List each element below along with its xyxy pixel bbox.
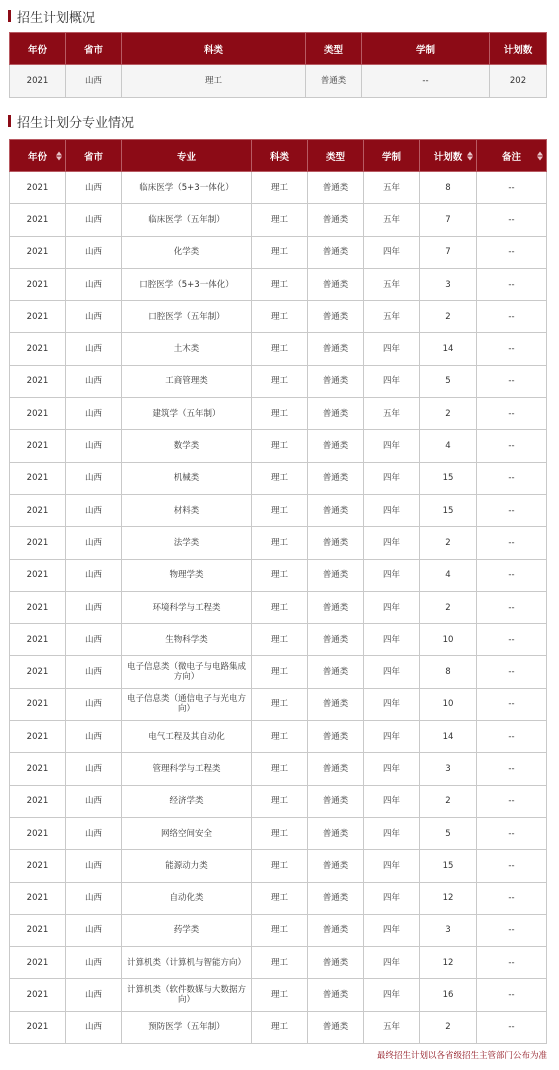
table-cell: 山西 — [66, 688, 122, 720]
column-header[interactable] — [10, 140, 66, 172]
table-cell: 2021 — [10, 333, 66, 365]
table-cell: 计算机类（计算机与智能方向） — [122, 947, 252, 979]
table-row — [10, 591, 547, 623]
table-cell: 2021 — [10, 430, 66, 462]
table-cell: 3 — [420, 268, 477, 300]
table-cell: 2021 — [10, 268, 66, 300]
table-cell: 四年 — [364, 721, 420, 753]
table-cell: 理工 — [252, 462, 308, 494]
sort-icon[interactable] — [537, 151, 543, 160]
table-cell: 四年 — [364, 236, 420, 268]
table-cell: 电子信息类（微电子与电路集成方向） — [122, 656, 252, 688]
table-cell: 理工 — [252, 947, 308, 979]
table-cell: 五年 — [364, 204, 420, 236]
table-cell: 四年 — [364, 462, 420, 494]
table-cell: 四年 — [364, 527, 420, 559]
table-cell: 四年 — [364, 947, 420, 979]
table-cell: 理工 — [122, 65, 306, 98]
table-cell: 2021 — [10, 65, 66, 98]
table-row — [10, 494, 547, 526]
table-cell: -- — [477, 559, 547, 591]
table-cell: 经济学类 — [122, 785, 252, 817]
table-cell: 10 — [420, 688, 477, 720]
column-header-label: 学制 — [381, 151, 401, 163]
table-cell: 理工 — [252, 204, 308, 236]
table-cell: 山西 — [66, 398, 122, 430]
table-cell: 普通类 — [308, 301, 364, 333]
table-cell: 普通类 — [308, 494, 364, 526]
table-cell: 理工 — [252, 882, 308, 914]
column-header: 计划数 — [490, 33, 547, 65]
table-cell: 理工 — [252, 656, 308, 688]
column-header[interactable] — [420, 140, 477, 172]
table-cell: 环境科学与工程类 — [122, 591, 252, 623]
table-cell: 2021 — [10, 817, 66, 849]
table-cell: -- — [477, 785, 547, 817]
table-row — [10, 721, 547, 753]
table-row — [10, 914, 547, 946]
table-cell: 理工 — [252, 1011, 308, 1043]
table-cell: 山西 — [66, 204, 122, 236]
table-cell: -- — [477, 236, 547, 268]
table-cell: 2021 — [10, 204, 66, 236]
table-row — [10, 236, 547, 268]
table-cell: 理工 — [252, 268, 308, 300]
table-cell: 理工 — [252, 333, 308, 365]
section-title-majors — [8, 111, 134, 131]
table-cell: 山西 — [66, 268, 122, 300]
major-plan-table — [9, 139, 547, 1044]
sort-icon[interactable] — [56, 151, 62, 160]
table-cell: 4 — [420, 559, 477, 591]
table-row — [10, 365, 547, 397]
table-cell: -- — [477, 817, 547, 849]
table-row — [10, 947, 547, 979]
table-cell: 普通类 — [308, 204, 364, 236]
table-cell: 2 — [420, 591, 477, 623]
table-cell: 普通类 — [308, 365, 364, 397]
table-cell: -- — [477, 398, 547, 430]
table-cell: 临床医学（5+3一体化） — [122, 172, 252, 204]
column-header[interactable] — [477, 140, 547, 172]
table-row — [10, 979, 547, 1011]
table-cell: 山西 — [66, 333, 122, 365]
table-cell: 理工 — [252, 301, 308, 333]
table-row — [10, 624, 547, 656]
table-cell: 五年 — [364, 1011, 420, 1043]
table-cell: 普通类 — [308, 721, 364, 753]
table-cell: -- — [477, 462, 547, 494]
table-cell: 四年 — [364, 914, 420, 946]
table-cell: 四年 — [364, 624, 420, 656]
table-cell: -- — [477, 204, 547, 236]
table-cell: 理工 — [252, 624, 308, 656]
table-row — [10, 430, 547, 462]
column-header: 学制 — [362, 33, 490, 65]
table-cell: 山西 — [66, 559, 122, 591]
table-cell: -- — [477, 430, 547, 462]
table-cell: 山西 — [66, 65, 122, 98]
table-cell: 202 — [490, 65, 547, 98]
table-cell: 8 — [420, 172, 477, 204]
table-cell: 普通类 — [308, 430, 364, 462]
table-cell: 3 — [420, 914, 477, 946]
table-cell: 2021 — [10, 301, 66, 333]
table-cell: 理工 — [252, 591, 308, 623]
section-title-text: 招生计划分专业情况 — [17, 115, 135, 131]
table-row — [10, 301, 547, 333]
table-cell: 4 — [420, 430, 477, 462]
column-header-label: 备注 — [501, 151, 521, 163]
table-cell: 四年 — [364, 333, 420, 365]
table-cell: 工商管理类 — [122, 365, 252, 397]
table-cell: 5 — [420, 365, 477, 397]
table-cell: 山西 — [66, 624, 122, 656]
section-title-overview — [8, 6, 95, 26]
table-cell: 理工 — [252, 365, 308, 397]
column-header — [252, 140, 308, 172]
table-cell: 材料类 — [122, 494, 252, 526]
table-cell: 2 — [420, 1011, 477, 1043]
column-header — [308, 140, 364, 172]
table-cell: 16 — [420, 979, 477, 1011]
table-cell: 理工 — [252, 688, 308, 720]
table-cell: -- — [477, 914, 547, 946]
column-header-label: 类型 — [325, 151, 345, 163]
table-cell: 普通类 — [308, 462, 364, 494]
table-cell: -- — [477, 979, 547, 1011]
table-row — [10, 204, 547, 236]
table-cell: 理工 — [252, 979, 308, 1011]
table-cell: 普通类 — [308, 817, 364, 849]
table-cell: 法学类 — [122, 527, 252, 559]
table-cell: 四年 — [364, 494, 420, 526]
table-cell: 管理科学与工程类 — [122, 753, 252, 785]
table-cell: 四年 — [364, 785, 420, 817]
table-cell: 普通类 — [308, 624, 364, 656]
table-cell: 四年 — [364, 850, 420, 882]
table-cell: -- — [477, 753, 547, 785]
table-header-row — [10, 140, 547, 172]
table-cell: 化学类 — [122, 236, 252, 268]
table-cell: -- — [477, 1011, 547, 1043]
table-cell: 山西 — [66, 172, 122, 204]
table-cell: -- — [477, 268, 547, 300]
table-cell: 建筑学（五年制） — [122, 398, 252, 430]
table-cell: 普通类 — [308, 882, 364, 914]
table-cell: 机械类 — [122, 462, 252, 494]
table-cell: 五年 — [364, 268, 420, 300]
table-cell: 四年 — [364, 559, 420, 591]
table-cell: 普通类 — [308, 268, 364, 300]
table-cell: 生物科学类 — [122, 624, 252, 656]
table-cell: 2021 — [10, 947, 66, 979]
table-row — [10, 656, 547, 688]
table-cell: 2021 — [10, 721, 66, 753]
table-cell: 理工 — [252, 914, 308, 946]
table-cell: -- — [362, 65, 490, 98]
table-cell: 普通类 — [308, 591, 364, 623]
table-cell: 普通类 — [308, 236, 364, 268]
table-cell: 山西 — [66, 882, 122, 914]
table-cell: 2021 — [10, 850, 66, 882]
table-cell: 山西 — [66, 430, 122, 462]
table-cell: -- — [477, 721, 547, 753]
table-cell: 2021 — [10, 591, 66, 623]
table-cell: 2021 — [10, 494, 66, 526]
table-row — [10, 688, 547, 720]
table-cell: 14 — [420, 721, 477, 753]
table-row — [10, 1011, 547, 1043]
table-cell: 2021 — [10, 462, 66, 494]
table-cell: 普通类 — [308, 947, 364, 979]
table-cell: 普通类 — [308, 688, 364, 720]
table-row — [10, 753, 547, 785]
table-cell: 五年 — [364, 301, 420, 333]
table-cell: 五年 — [364, 398, 420, 430]
column-header — [122, 140, 252, 172]
table-cell: 理工 — [252, 527, 308, 559]
column-header: 类型 — [306, 33, 362, 65]
table-cell: 预防医学（五年制） — [122, 1011, 252, 1043]
table-cell: 14 — [420, 333, 477, 365]
table-cell: 普通类 — [308, 559, 364, 591]
table-cell: 2021 — [10, 236, 66, 268]
table-cell: -- — [477, 365, 547, 397]
column-header — [66, 140, 122, 172]
table-row — [10, 882, 547, 914]
table-cell: 四年 — [364, 591, 420, 623]
table-cell: 土木类 — [122, 333, 252, 365]
table-cell: 四年 — [364, 656, 420, 688]
table-cell: 2021 — [10, 656, 66, 688]
table-cell: 2021 — [10, 172, 66, 204]
table-cell: 四年 — [364, 753, 420, 785]
table-cell: -- — [477, 591, 547, 623]
section-title-text: 招生计划概况 — [17, 10, 96, 26]
column-header — [364, 140, 420, 172]
table-cell: 五年 — [364, 172, 420, 204]
table-cell: 山西 — [66, 527, 122, 559]
table-cell: 四年 — [364, 817, 420, 849]
table-cell: 山西 — [66, 365, 122, 397]
table-row — [10, 398, 547, 430]
table-cell: 山西 — [66, 462, 122, 494]
table-cell: 山西 — [66, 753, 122, 785]
table-cell: 理工 — [252, 172, 308, 204]
table-cell: 2 — [420, 398, 477, 430]
table-cell: 2021 — [10, 624, 66, 656]
table-cell: -- — [477, 527, 547, 559]
table-cell: -- — [477, 656, 547, 688]
table-cell: -- — [477, 494, 547, 526]
table-cell: 理工 — [252, 430, 308, 462]
table-cell: 2021 — [10, 882, 66, 914]
table-cell: 理工 — [252, 753, 308, 785]
table-cell: 10 — [420, 624, 477, 656]
table-cell: 普通类 — [308, 1011, 364, 1043]
table-cell: 山西 — [66, 721, 122, 753]
table-cell: 口腔医学（5+3一体化） — [122, 268, 252, 300]
table-cell: -- — [477, 947, 547, 979]
column-header: 年份 — [10, 33, 66, 65]
sort-icon[interactable] — [467, 151, 473, 160]
table-cell: 2021 — [10, 398, 66, 430]
table-cell: -- — [477, 333, 547, 365]
table-cell: 山西 — [66, 301, 122, 333]
table-cell: 山西 — [66, 817, 122, 849]
table-cell: 12 — [420, 947, 477, 979]
title-bullet — [8, 115, 11, 127]
table-row — [10, 268, 547, 300]
table-header-row — [10, 33, 547, 65]
table-cell: 口腔医学（五年制） — [122, 301, 252, 333]
table-cell: 物理学类 — [122, 559, 252, 591]
table-cell: 5 — [420, 817, 477, 849]
table-cell: 理工 — [252, 850, 308, 882]
table-cell: 2021 — [10, 688, 66, 720]
table-row — [10, 527, 547, 559]
overview-table — [9, 32, 547, 98]
table-cell: 普通类 — [308, 753, 364, 785]
column-header: 省市 — [66, 33, 122, 65]
table-cell: 8 — [420, 656, 477, 688]
table-cell: -- — [477, 624, 547, 656]
table-cell: 山西 — [66, 850, 122, 882]
table-cell: -- — [477, 301, 547, 333]
table-row — [10, 333, 547, 365]
table-cell: 自动化类 — [122, 882, 252, 914]
table-cell: 四年 — [364, 979, 420, 1011]
table-row — [10, 65, 547, 98]
column-header-label: 专业 — [176, 151, 196, 163]
column-header-label: 科类 — [269, 151, 289, 163]
table-cell: 山西 — [66, 656, 122, 688]
table-cell: 药学类 — [122, 914, 252, 946]
table-cell: -- — [477, 172, 547, 204]
table-row — [10, 462, 547, 494]
table-cell: 山西 — [66, 979, 122, 1011]
table-cell: 普通类 — [308, 172, 364, 204]
table-cell: 四年 — [364, 430, 420, 462]
table-cell: 2021 — [10, 753, 66, 785]
table-cell: 理工 — [252, 559, 308, 591]
column-header-label: 年份 — [27, 151, 47, 163]
table-cell: 普通类 — [308, 850, 364, 882]
table-cell: 理工 — [252, 817, 308, 849]
table-cell: 15 — [420, 850, 477, 882]
table-cell: 普通类 — [308, 656, 364, 688]
table-cell: 12 — [420, 882, 477, 914]
table-cell: 电子信息类（通信电子与光电方向） — [122, 688, 252, 720]
table-cell: 2021 — [10, 979, 66, 1011]
table-cell: 2 — [420, 527, 477, 559]
table-cell: 山西 — [66, 591, 122, 623]
table-cell: 临床医学（五年制） — [122, 204, 252, 236]
table-cell: 普通类 — [308, 398, 364, 430]
table-cell: 山西 — [66, 914, 122, 946]
table-row — [10, 559, 547, 591]
table-cell: 普通类 — [308, 914, 364, 946]
table-cell: 普通类 — [306, 65, 362, 98]
table-cell: 四年 — [364, 882, 420, 914]
table-cell: 2021 — [10, 1011, 66, 1043]
table-cell: -- — [477, 850, 547, 882]
table-row — [10, 172, 547, 204]
table-cell: 山西 — [66, 236, 122, 268]
table-cell: 山西 — [66, 785, 122, 817]
table-cell: 山西 — [66, 494, 122, 526]
title-bullet — [8, 10, 11, 22]
table-cell: 15 — [420, 462, 477, 494]
table-cell: 山西 — [66, 1011, 122, 1043]
table-cell: 网络空间安全 — [122, 817, 252, 849]
table-cell: 2021 — [10, 559, 66, 591]
column-header: 科类 — [122, 33, 306, 65]
column-header-label: 省市 — [83, 151, 103, 163]
table-cell: 2021 — [10, 527, 66, 559]
table-cell: 2 — [420, 301, 477, 333]
table-cell: 15 — [420, 494, 477, 526]
table-cell: 四年 — [364, 688, 420, 720]
table-row — [10, 850, 547, 882]
table-cell: 普通类 — [308, 333, 364, 365]
table-cell: -- — [477, 882, 547, 914]
table-cell: 理工 — [252, 494, 308, 526]
table-cell: 2021 — [10, 365, 66, 397]
footnote: 最终招生计划以各省级招生主管部门公布为准 — [376, 1051, 547, 1061]
table-cell: 普通类 — [308, 785, 364, 817]
table-cell: 计算机类（软件数媒与大数据方向） — [122, 979, 252, 1011]
table-cell: 电气工程及其自动化 — [122, 721, 252, 753]
column-header-label: 计划数 — [433, 151, 463, 163]
table-cell: 3 — [420, 753, 477, 785]
table-cell: 理工 — [252, 398, 308, 430]
table-cell: 2021 — [10, 785, 66, 817]
table-cell: 理工 — [252, 236, 308, 268]
table-cell: 7 — [420, 236, 477, 268]
table-cell: 山西 — [66, 947, 122, 979]
table-cell: 2 — [420, 785, 477, 817]
table-cell: 7 — [420, 204, 477, 236]
table-cell: 普通类 — [308, 527, 364, 559]
table-row — [10, 785, 547, 817]
table-cell: 普通类 — [308, 979, 364, 1011]
table-cell: 数学类 — [122, 430, 252, 462]
table-cell: 四年 — [364, 365, 420, 397]
table-cell: 理工 — [252, 721, 308, 753]
table-row — [10, 817, 547, 849]
table-cell: 2021 — [10, 914, 66, 946]
table-cell: -- — [477, 688, 547, 720]
table-cell: 理工 — [252, 785, 308, 817]
table-cell: 能源动力类 — [122, 850, 252, 882]
